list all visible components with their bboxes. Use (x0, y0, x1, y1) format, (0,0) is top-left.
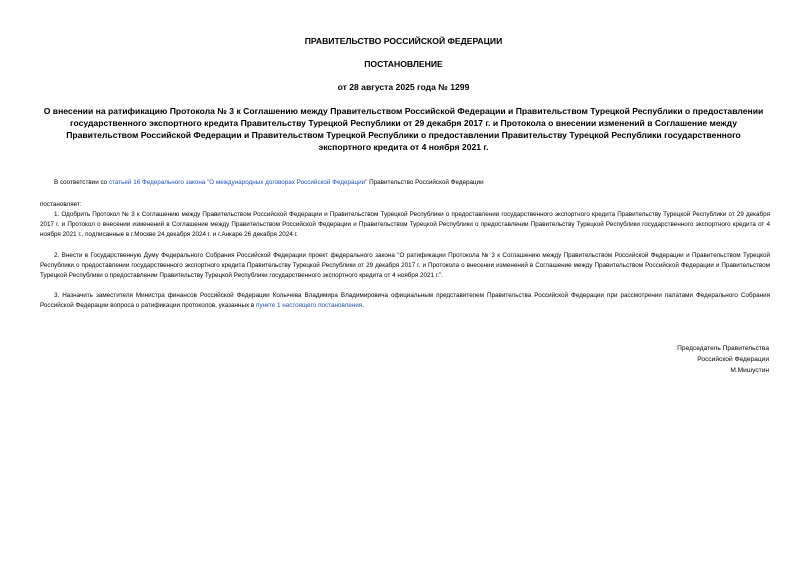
document-title: О внесении на ратификацию Протокола № 3 к Соглашению между Правительством Российской Федерации и Правительством Турецкой Республики о предоставлении государственного экспортного кредита Правительству Турецкой Республики от 29 декабря 2017 г. и Протокола о внесении изменений в Соглашение между Правительством Российской Федерации и Правительством Турецкой Республики о предоставлении Правительству Турецкой Республики государственного экспортного кредита от 4 ноября 2021 г. (43, 106, 764, 152)
signature-position-line2: Российской Федерации (697, 356, 769, 363)
preamble-suffix: Правительство Российской Федерации (367, 179, 484, 186)
decrees-word: постановляет: (40, 201, 82, 208)
document-type-heading: ПОСТАНОВЛЕНИЕ (364, 59, 443, 69)
date-number-heading: от 28 августа 2025 года № 1299 (337, 82, 470, 92)
preamble (40, 178, 767, 188)
decree-item-3-text: 3. Назначить заместителя Министра финансов Российской Федерации Колычева Владимира Владимировича официальным представителем Правительства Российской Федерации при рассмотрении палатами Федерального Собрания Российской Федерации вопроса о ратификации протоколов, указанных в (40, 292, 770, 309)
government-heading: ПРАВИТЕЛЬСТВО РОССИЙСКОЙ ФЕДЕРАЦИИ (304, 36, 503, 46)
point-1-link[interactable]: пункте 1 настоящего постановления (256, 302, 363, 309)
preamble-prefix: В соответствии со (54, 179, 109, 186)
decree-item-2: 2. Внести в Государственную Думу Федерального Собрания Российской Федерации проект федерального закона "О ратификации Протокола № 3 к Соглашению между Правительством Российской Федерации и Правительством Турецкой Республики о предоставлении государственного экспортного кредита Правительству Турецкой Республики от 29 декабря 2017 г. и Протокола о внесении изменений в Соглашение между Правительством Российской Федерации и Правительством Турецкой Республики о предоставлении Правительству Турецкой Республики государственного экспортного кредита от 4 ноября 2021 г.". (40, 252, 770, 279)
decree-item-3-suffix: . (362, 302, 364, 309)
signature-position-line1: Председатель Правительства (677, 345, 769, 352)
decree-item-3 (40, 291, 770, 311)
federal-law-link[interactable]: статьей 16 Федерального закона "О международных договорах Российской Федерации" (108, 179, 368, 186)
signature-name: М.Мишустин (730, 367, 769, 374)
decree-item-1: 1. Одобрить Протокол № 3 к Соглашению между Правительством Российской Федерации и Правительством Турецкой Республики о предоставлении государственного экспортного кредита Правительству Турецкой Республики от 29 декабря 2017 г. и Протокол о внесении изменений в Соглашение между Правительством Российской Федерации и Правительством Турецкой Республики о предоставлении Правительству Турецкой Республики государственного экспортного кредита от 4 ноября 2021 г., подписанные в г.Москве 24 декабря 2024 г. и г.Анкаре 26 декабря 2024 г. (40, 211, 770, 238)
